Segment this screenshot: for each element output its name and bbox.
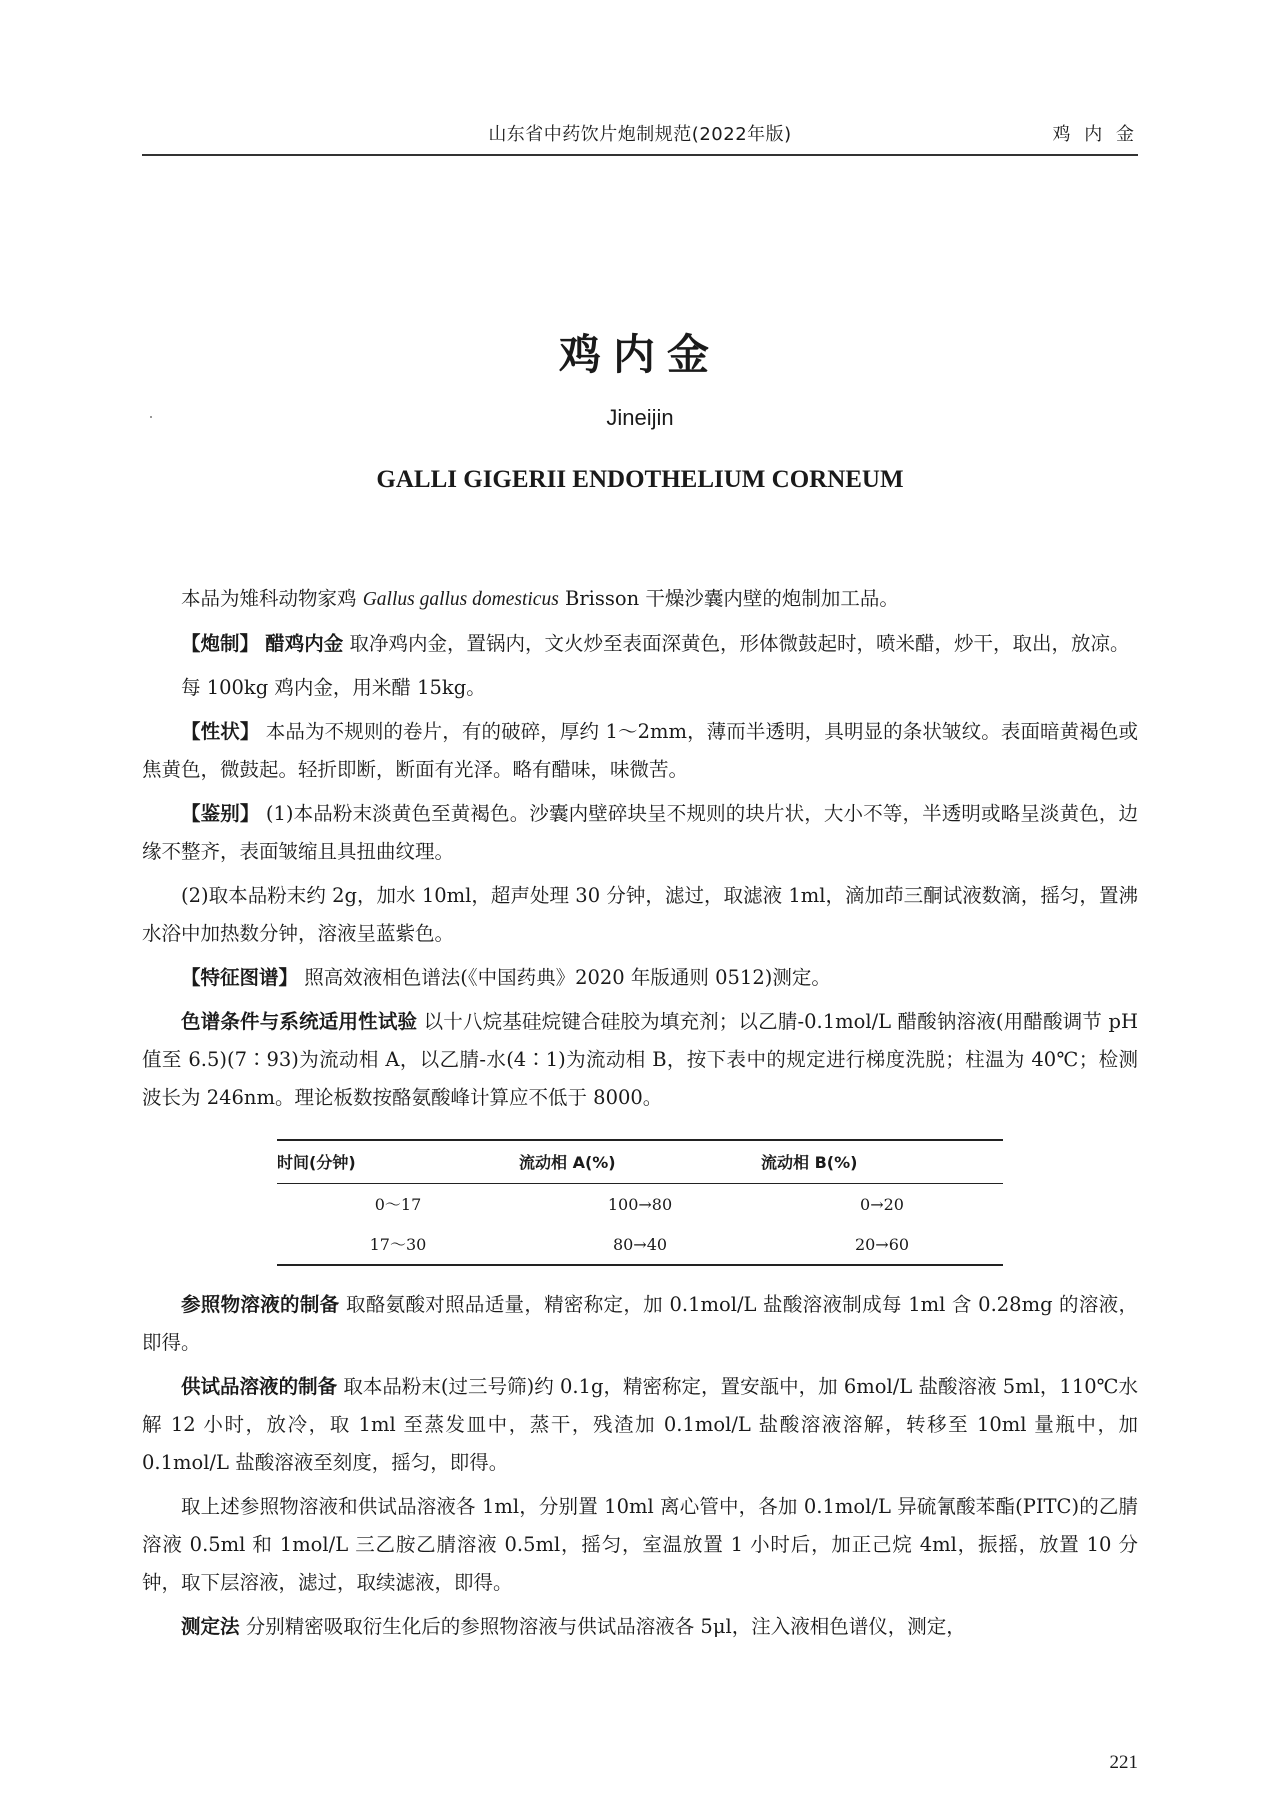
identification-paragraph-1: [142, 795, 1138, 871]
identification-paragraph-2: (2)取本品粉末约 2g，加水 10ml，超声处理 30 分钟，滤过，取滤液 1ml，滴加茚三酮试液数滴，摇匀，置沸水浴中加热数分钟，溶液呈蓝紫色。: [142, 884, 1138, 945]
fingerprint-label: 【特征图谱】: [181, 966, 299, 989]
description-label: 【性状】: [181, 720, 260, 743]
table-header-phase-b: 流动相 B(%): [761, 1140, 1003, 1184]
processing-note: 每 100kg 鸡内金，用米醋 15kg。: [181, 676, 486, 699]
processing-paragraph: [142, 625, 1138, 663]
description-text: 本品为不规则的卷片，有的破碎，厚约 1～2mm，薄而半透明，具明显的条状皱纹。表面暗黄褐色或焦黄色，微鼓起。轻折即断，断面有光泽。略有醋味，味微苦。: [142, 720, 1138, 781]
intro-pre: 本品为雉科动物家鸡: [181, 587, 357, 610]
table-row: [277, 1184, 1003, 1225]
fingerprint-paragraph: [142, 959, 1138, 997]
table-header-phase-a: 流动相 A(%): [519, 1140, 761, 1184]
header-title: 山东省中药饮片炮制规范(2022年版): [488, 124, 792, 145]
gradient-table-wrap: [142, 1139, 1138, 1266]
method-label: 测定法: [181, 1615, 240, 1638]
fingerprint-text: 照高效液相色谱法(《中国药典》2020 年版通则 0512)测定。: [304, 966, 831, 989]
table-cell: 0→20: [860, 1195, 904, 1214]
running-header: [142, 104, 1138, 156]
title-latin: GALLI GIGERII ENDOTHELIUM CORNEUM: [376, 466, 904, 493]
conditions-label: 色谱条件与系统适用性试验: [181, 1010, 418, 1033]
processing-sublabel: 醋鸡内金: [265, 632, 344, 655]
processing-label: 【炮制】: [181, 632, 260, 655]
method-paragraph: [142, 1608, 1138, 1646]
monograph-body: [142, 580, 1138, 1652]
reference-solution-paragraph: [142, 1286, 1138, 1362]
page-number: 221: [1109, 1752, 1138, 1773]
identification-text-1: (1)本品粉末淡黄色至黄褐色。沙囊内壁碎块呈不规则的块片状，大小不等，半透明或略呈淡黄色，边缘不整齐，表面皱缩且具扭曲纹理。: [142, 802, 1138, 863]
table-header-row: [277, 1140, 1003, 1184]
table-cell: 17～30: [369, 1235, 427, 1254]
table-cell: 80→40: [612, 1235, 668, 1254]
description-paragraph: [142, 713, 1138, 789]
test-solution-text: 取本品粉末(过三号筛)约 0.1g，精密称定，置安瓿中，加 6mol/L 盐酸溶液 5ml，110℃水解 12 小时，放冷，取 1ml 至蒸发皿中，蒸干，残渣加 0.1mol/L 盐酸溶液溶解，转移至 10ml 量瓶中，加 0.1mol/L 盐酸溶液至刻度，摇匀，即得。: [142, 1375, 1138, 1474]
intro-latin-name: Gallus gallus domesticus: [362, 589, 559, 610]
table-header-time: 时间(分钟): [277, 1140, 519, 1184]
processing-text: 取净鸡内金，置锅内，文火炒至表面深黄色，形体微鼓起时，喷米醋，炒干，取出，放凉。: [349, 632, 1130, 655]
table-row: [277, 1224, 1003, 1265]
reference-solution-text: 取酪氨酸对照品适量，精密称定，加 0.1mol/L 盐酸溶液制成每 1ml 含 0.28mg 的溶液，即得。: [142, 1293, 1138, 1354]
test-solution-paragraph: [142, 1368, 1138, 1482]
title-pinyin: Jineijin: [606, 405, 674, 430]
table-cell: 0～17: [374, 1195, 422, 1214]
method-text: 分别精密吸取衍生化后的参照物溶液与供试品溶液各 5μl，注入液相色谱仪，测定，: [245, 1615, 966, 1638]
derivatization-paragraph: 取上述参照物溶液和供试品溶液各 1ml，分别置 10ml 离心管中，各加 0.1mol/L 异硫氰酸苯酯(PITC)的乙腈溶液 0.5ml 和 1mol/L 三乙胺乙腈溶液 0.5ml，摇匀，室温放置 1 小时后，加正己烷 4ml，振摇，放置 10 分钟，取下层溶液，滤过，取续滤液，即得。: [142, 1495, 1138, 1594]
intro-paragraph: [142, 580, 1138, 619]
intro-post: Brisson 干燥沙囊内壁的炮制加工品。: [558, 587, 899, 610]
gradient-table: [277, 1139, 1003, 1266]
table-cell: 20→60: [854, 1235, 910, 1254]
page-title: 鸡内金: [558, 330, 721, 379]
table-cell: 100→80: [607, 1195, 673, 1214]
reference-solution-label: 参照物溶液的制备: [181, 1293, 340, 1316]
identification-label: 【鉴别】: [181, 802, 260, 825]
conditions-paragraph: [142, 1003, 1138, 1117]
conditions-text: 以十八烷基硅烷键合硅胶为填充剂；以乙腈-0.1mol/L 醋酸钠溶液(用醋酸调节 pH 值至 6.5)(7∶93)为流动相 A，以乙腈-水(4∶1)为流动相 B，按下表中的规定进行梯度洗脱；柱温为 40℃；检测波长为 246nm。理论板数按酪氨酸峰计算应不低于 8000。: [142, 1010, 1138, 1109]
header-section: 鸡 内 金: [1052, 124, 1138, 145]
test-solution-label: 供试品溶液的制备: [181, 1375, 338, 1398]
